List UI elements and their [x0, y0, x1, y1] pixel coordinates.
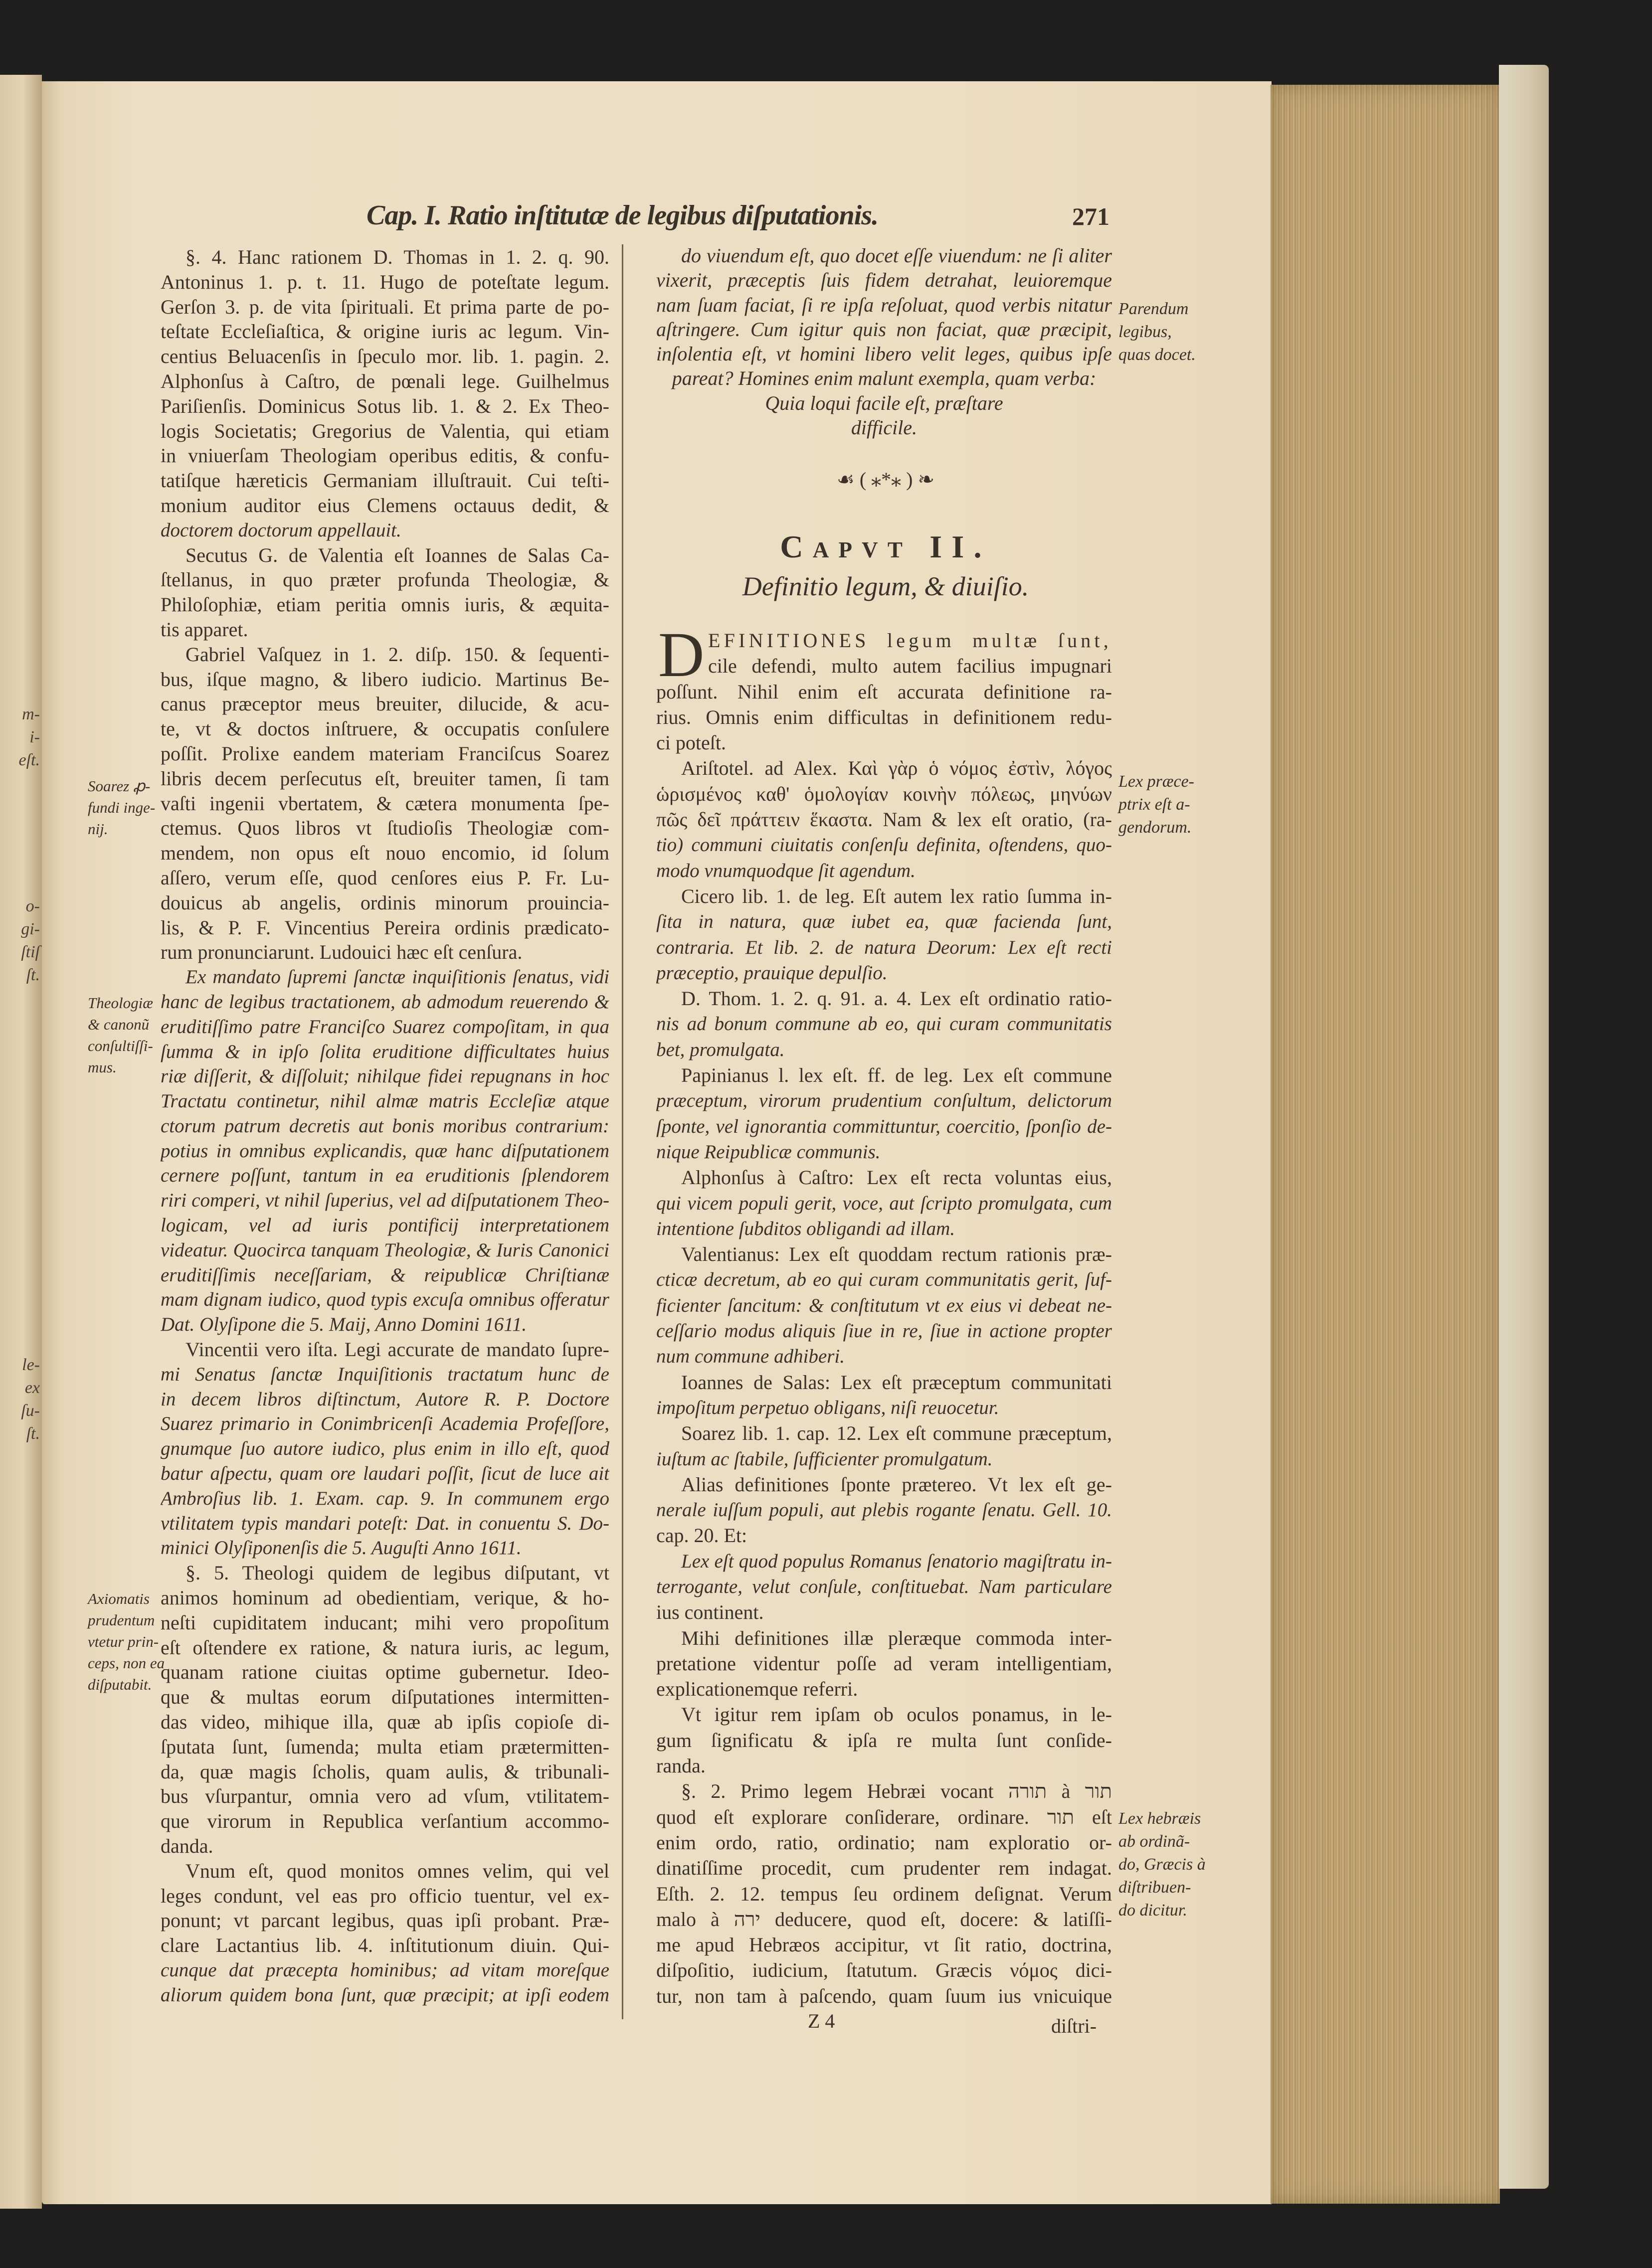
- left-page-fragment: [0, 703, 40, 772]
- text-line: vixerit, præceptis ſuis fidem detrahat, leuioremque: [656, 269, 1112, 292]
- note-line: do, Græcis à: [1118, 1855, 1206, 1874]
- text-line: rius. Omnis enim difficultas in definitionem redu-: [656, 705, 1112, 728]
- note-line: diſtribuen-: [1118, 1878, 1191, 1897]
- right-column-continuation: [656, 243, 1112, 440]
- text-line: poſſit. Prolixe eandem materiam Franciſcus Soarez: [161, 742, 609, 765]
- text-line: Philoſophiæ, etiam peritia omnis iuris, & æquita-: [161, 593, 609, 616]
- paragraph: [656, 1370, 1112, 1421]
- text-line: nique Reipublicæ communis.: [656, 1141, 881, 1163]
- text-line: præceptio, prauique depulſio.: [656, 962, 888, 984]
- text-line: EFINITIONES legum multæ ſunt,: [708, 629, 1112, 652]
- note-line: Soarez ꝓ-: [88, 777, 151, 795]
- text-line: cunque dat præcepta hominibus; ad vitam moreſque: [161, 1959, 609, 1981]
- text-line: ὡρισμένος καθ' ὁμολογίαν κοινὴν πόλεως, μηνύων: [656, 782, 1112, 805]
- fragment-line: gi-: [21, 920, 40, 938]
- text-line: Ex mandato ſupremi ſanctæ inquiſitionis ſenatus, vidi: [185, 966, 609, 988]
- text-line: eruditiſſimo patre Franciſco Suarez compoſitam, in qua: [161, 1016, 609, 1038]
- facing-left-page: [0, 75, 42, 2209]
- right-column-body: [656, 619, 1112, 2009]
- text-line: tur, non tam à paſcendo, quam ſuum ius vnicuique: [656, 1984, 1112, 2007]
- text-line: Soarez lib. 1. cap. 12. Lex eſt commune præceptum,: [681, 1422, 1112, 1445]
- text-line: ſputata ſunt, ſumenda; multa etiam prætermitten-: [161, 1735, 609, 1758]
- note-line: ab ordinã-: [1118, 1832, 1190, 1851]
- running-title: Cap. I. Ratio inſtitutæ de legibus diſputationis.: [367, 200, 879, 231]
- drop-cap: D: [658, 619, 705, 690]
- note-line: Axiomatis: [88, 1590, 150, 1607]
- note-line: gendorum.: [1118, 818, 1192, 837]
- fragment-line: le-: [22, 1356, 40, 1374]
- paragraph: [656, 1165, 1112, 1241]
- text-line: Lex eſt quod populus Romanus ſenatorio magiſtratu in-: [681, 1550, 1112, 1572]
- left-page-fragment: [0, 895, 40, 987]
- text-line: D. Thom. 1. 2. q. 91. a. 4. Lex eſt ordinatio ratio-: [681, 987, 1112, 1010]
- text-line: videatur. Quocirca tanquam Theologiæ, & Iuris Canonici: [161, 1239, 609, 1261]
- text-line: cap. 20. Et:: [656, 1524, 747, 1547]
- text-line: Suarez primario in Conimbricenſi Academia Profeſſore,: [161, 1413, 609, 1435]
- text-line: quod eſt explorare conſiderare, ordinare. תור eſt: [656, 1805, 1112, 1828]
- ornament-icon: ☙ ( ⁎*⁎ ) ❧: [836, 468, 934, 491]
- note-line: quas docet.: [1118, 346, 1196, 364]
- text-line: nerale iuſſum populi, aut plebis rogante ſenatu. Gell. 10.: [656, 1499, 1112, 1521]
- paragraph: [161, 1859, 609, 2008]
- text-line: bus, iſque magno, & libero iudicio. Martinus Be-: [161, 668, 609, 691]
- text-line: vaſti ingenii vbertatem, & cætera monumenta ſpe-: [161, 792, 609, 815]
- text-line: logicam, vel ad iuris pontificij interpretationem: [161, 1215, 609, 1236]
- text-line: que virorum in Republica verſantium accommo-: [161, 1810, 609, 1833]
- text-line: bus vſurpantur, omnia vero ad vſum, vtilitatem-: [161, 1785, 609, 1808]
- text-line: tio) communi ciuitatis conſenſu definita, oſtendens, quo-: [656, 834, 1112, 856]
- text-line: modo vnumquodque ſit agendum.: [656, 860, 916, 881]
- left-column: [161, 245, 609, 2008]
- text-line: ctemus. Quos libros vt ſtudioſis Theologiæ com-: [161, 817, 609, 840]
- text-line: terrogante, velut conſule, conſtituebat. Nam particulare: [656, 1575, 1112, 1597]
- chapter-title: Capvt II.: [780, 529, 991, 564]
- paragraph: [656, 883, 1112, 986]
- text-line: hanc de legibus tractationem, ab admodum reuerendo &: [161, 991, 609, 1013]
- paragraph: [656, 619, 1112, 755]
- text-line: malo à ירה deducere, quod eſt, docere: & latiſſi-: [656, 1908, 1112, 1930]
- text-line: riæ diſſerit, & diſſoluit; nihilque fidei repugnans in hoc: [161, 1065, 609, 1087]
- text-line: in decem libros diſtinctum, Autore R. P. Doctore: [161, 1388, 609, 1410]
- text-line: præceptum, virorum prudentium conſultum, delictorum: [656, 1090, 1112, 1112]
- text-line: ſita in natura, quæ iubet ea, quæ facienda ſunt,: [656, 911, 1112, 933]
- text-line: ficienter ſancitum: & conſtitutum vt ex eius vi debeat ne-: [656, 1294, 1112, 1316]
- text-line: diſpoſitio, iudicium, ſtatutum. Græcis νόμος dici-: [656, 1959, 1112, 1982]
- text-line: mi Senatus ſanctæ Inquiſitionis tractatum hunc de: [161, 1363, 609, 1385]
- left-margin-note: [88, 1588, 163, 1695]
- text-line: doctorem doctorum appellauit.: [161, 519, 401, 541]
- paragraph: [656, 1549, 1112, 1625]
- paragraph: [656, 755, 1112, 883]
- text-line: Alias definitiones ſponte prætereo. Vt lex eſt ge-: [681, 1473, 1112, 1496]
- text-line: Secutus G. de Valentia eſt Ioannes de Salas Ca-: [185, 543, 609, 566]
- text-line: ceſſario modus aliquis ſiue in re, ſiue in actione propter: [656, 1320, 1112, 1342]
- text-line: leges condunt, vel eas pro officio tuentur, vel ex-: [161, 1884, 609, 1907]
- note-line: Lex hebræis: [1118, 1809, 1201, 1828]
- paragraph: [656, 1062, 1112, 1165]
- text-line: Tractatu continetur, nihil almæ matris Eccleſiæ atque: [161, 1090, 609, 1112]
- text-line: batur aſpectu, quam ore laudari poſſit, ſicut de luce ait: [161, 1463, 609, 1485]
- text-line: monium auditor eius Clemens octauus dedit, &: [161, 494, 609, 517]
- text-line: eruditiſſimis neceſſariam, & reipublicæ Chriſtianæ: [161, 1264, 609, 1286]
- catchword: diſtri-: [1051, 2015, 1097, 2037]
- paragraph: [656, 1702, 1112, 1778]
- note-line: Parendum: [1118, 300, 1189, 318]
- paragraph: [161, 543, 609, 642]
- text-line: mendem, non opus eſt nouo encomio, id ſolum: [161, 842, 609, 865]
- text-line: riri comperi, vt nihil ſuperius, vel ad diſputationem Theo-: [161, 1190, 609, 1212]
- text-line: cticæ decretum, ab eo qui curam communitatis gerit, ſuf-: [656, 1269, 1112, 1291]
- text-line: ſtellanus, in quo præter profunda Theologiæ, &: [161, 568, 609, 591]
- text-line: Ioannes de Salas: Lex eſt præceptum communitati: [681, 1371, 1112, 1394]
- text-line: Antoninus 1. p. t. 11. Hugo de poteſtate legum.: [161, 270, 609, 293]
- text-line: potius in omnibus explicandis, quæ hanc diſputationem: [161, 1140, 609, 1162]
- text-line: impoſitum perpetuo obligans, niſi reuocetur.: [656, 1396, 999, 1418]
- text-line: douicus ab angelis, ordinis minorum prouincia-: [161, 891, 609, 914]
- note-line: mus.: [88, 1058, 117, 1076]
- paragraph: [656, 1420, 1112, 1472]
- left-page-fragment: [0, 1354, 40, 1445]
- text-line: Gerſon 3. p. de vita ſpirituali. Et prima parte de po-: [161, 295, 609, 318]
- text-line: libris decem perſecutus eſt, breuiter tamen, ſi tam: [161, 767, 609, 790]
- note-line: Lex præce-: [1118, 772, 1195, 791]
- text-line: Dat. Olyſipone die 5. Maij, Anno Domini 1611.: [161, 1314, 527, 1336]
- text-line: poſſunt. Nihil enim eſt accurata definitione ra-: [656, 680, 1112, 703]
- fragment-line: o-: [25, 897, 40, 915]
- paragraph: [656, 1625, 1112, 1702]
- text-line: aliorum quidem bona ſunt, quæ præcipit; at ipſi eodem: [161, 1984, 609, 2006]
- paragraph: [656, 986, 1112, 1062]
- paragraph: [656, 1241, 1112, 1369]
- text-line: Pariſienſis. Dominicus Sotus lib. 1. & 2. Ex Theo-: [161, 394, 609, 417]
- text-line: rum pronunciarunt. Ludouici hæc eſt cenſura.: [161, 941, 523, 964]
- page-number: 271: [1072, 202, 1109, 230]
- text-line: dinatiſſime procedit, cum prudenter rem indagat.: [656, 1857, 1112, 1880]
- note-line: & canonũ: [88, 1016, 150, 1033]
- text-line: §. 4. Hanc rationem D. Thomas in 1. 2. q. 90.: [185, 246, 609, 268]
- text-line: cernere poſſunt, tantum in ea eruditionis ſplendorem: [161, 1165, 609, 1187]
- vellum-cover-edge: [1499, 65, 1549, 2189]
- text-line: do viuendum eſt, quo docet eſſe viuendum: ne ſi aliter: [681, 244, 1112, 267]
- fragment-line: ſu-: [21, 1401, 40, 1420]
- text-line: §. 2. Primo legem Hebræi vocant תורה à תור: [681, 1780, 1112, 1803]
- right-margin-note: [1118, 1807, 1263, 1922]
- text-line: ſponte, vel ignorantia committuntur, coercitio, ſponſio de-: [656, 1115, 1112, 1137]
- text-line: intentione ſubditos obligandi ad illam.: [656, 1218, 955, 1239]
- text-line: me apud Hebræos accipitur, vt ſit ratio, doctrina,: [656, 1933, 1112, 1956]
- note-line: Theologiæ: [88, 994, 153, 1012]
- text-line: qui vicem populi gerit, voce, aut ſcripto promulgata, cum: [656, 1192, 1112, 1214]
- text-line: contraria. Et lib. 2. de natura Deorum: Lex eſt recti: [656, 936, 1112, 958]
- text-line: da, quæ magis ſcholis, quam aulis, & tribunali-: [161, 1760, 609, 1783]
- text-line: danda.: [161, 1835, 213, 1857]
- left-margin-note: [88, 775, 163, 840]
- paragraph: [161, 1561, 609, 1859]
- text-line: in vniuerſam Theologiam operibus editis, & confu-: [161, 444, 609, 467]
- text-line: vtilitatem typis mandari poteſt: Dat. in conuentu S. Do-: [161, 1512, 609, 1534]
- paragraph: [656, 1778, 1112, 2009]
- text-line: cile defendi, multo autem facilius impugnari: [708, 655, 1112, 678]
- text-line: enim ordo, ratio, ordinatio; nam exploratio or-: [656, 1831, 1112, 1854]
- text-line: logis Societatis; Gregorius de Valentia, qui etiam: [161, 419, 609, 442]
- text-line: ſumma & in ipſo ſolita eruditione difficultates huius: [161, 1041, 609, 1062]
- text-line: difficile.: [851, 416, 918, 439]
- text-line: nis ad bonum commune ab eo, qui curam communitatis: [656, 1013, 1112, 1035]
- text-line: Gabriel Vaſquez in 1. 2. diſp. 150. & ſequenti-: [185, 643, 609, 666]
- text-line: pretatione videntur poſſe ad veram intelligentiam,: [656, 1652, 1112, 1675]
- text-line: clare Lactantius lib. 4. inſtitutionum diuin. Qui-: [161, 1934, 609, 1957]
- text-line: ctorum patrum decretis aut bonis moribus contrarium:: [161, 1115, 609, 1137]
- note-line: nij.: [88, 820, 108, 838]
- text-line: ponunt; vt parcant legibus, quas ipſi probant. Præ-: [161, 1909, 609, 1932]
- text-line: Papinianus l. lex eſt. ff. de leg. Lex eſt commune: [681, 1064, 1112, 1087]
- text-line: Ambroſius lib. 1. Exam. cap. 9. In communem ergo: [161, 1487, 609, 1509]
- paragraph: [161, 965, 609, 1337]
- text-line: bet, promulgata.: [656, 1039, 785, 1060]
- text-line: πῶς δεῖ πράττειν ἕκαστα. Nam & lex eſt oratio, (ra-: [656, 808, 1112, 831]
- note-line: diſputabit.: [88, 1676, 152, 1693]
- text-line: tis apparet.: [161, 618, 248, 641]
- text-line: gum ſignificatu & ipſa re multa ſunt conſide-: [656, 1729, 1112, 1751]
- text-line: eſt oſtendere ex ratione, & natura iuris, ac legum,: [161, 1636, 609, 1659]
- text-line: mam dignam iudico, quod typis excuſa omnibus offeratur: [161, 1289, 609, 1311]
- note-line: do dicitur.: [1118, 1901, 1187, 1919]
- fragment-line: i-: [29, 728, 40, 746]
- text-line: randa.: [656, 1754, 706, 1777]
- note-line: conſultiſſi-: [88, 1037, 153, 1054]
- text-line: pareat? Homines enim malunt exempla, quam verba:: [672, 367, 1097, 390]
- text-line: Alphonſus à Caſtro, de pœnali lege. Guilhelmus: [161, 369, 609, 392]
- text-line: centius Beluacenſis in ſpeculo mor. lib. 1. pagin. 2.: [161, 345, 609, 368]
- note-line: prudentum: [88, 1611, 155, 1629]
- text-line: explicationemque referri.: [656, 1678, 858, 1701]
- text-line: neſti cupiditatem inducant; mihi vero propoſitum: [161, 1611, 609, 1634]
- text-line: quanam ratione ciuitas optime gubernetur. Ideo-: [161, 1661, 609, 1684]
- text-line: iuſtum ac ſtabile, ſufficienter promulgatum.: [656, 1448, 993, 1470]
- note-line: fundi inge-: [88, 799, 156, 816]
- text-line: inſolentia eſt, vt homini libero velit leges, quibus ipſe: [656, 343, 1112, 365]
- text-line: Alphonſus à Caſtro: Lex eſt recta voluntas eius,: [681, 1166, 1112, 1189]
- text-line: canus præceptor meus breuiter, dilucide, & acu-: [161, 693, 609, 715]
- fragment-line: eſt.: [18, 751, 40, 769]
- text-line: aſſero, verum eſſe, quod cenſores eius P. Fr. Lu-: [161, 866, 609, 889]
- signature-mark: Z 4: [808, 2010, 835, 2032]
- text-line: teſtate Eccleſiaſtica, & origine iuris ac legum. Vin-: [161, 320, 609, 343]
- fragment-line: ſt.: [26, 966, 40, 984]
- closing-quotation: [656, 366, 1112, 440]
- text-line: lis, & P. F. Vincentius Pereira ordinis prædicato-: [161, 916, 609, 939]
- paragraph: [656, 1472, 1112, 1549]
- fragment-line: m-: [22, 705, 40, 723]
- column-rule: [622, 244, 623, 2019]
- text-line: das video, mihique illa, quæ ab ipſis copioſe di-: [161, 1711, 609, 1734]
- note-line: legibus,: [1118, 323, 1172, 341]
- text-line: minici Olyſiponenſis die 5. Auguſti Anno 1611.: [161, 1537, 522, 1559]
- chapter-subtitle: Definitio legum, & diuiſio.: [742, 571, 1029, 601]
- note-line: ptrix eſt a-: [1118, 795, 1190, 814]
- text-line: num commune adhiberi.: [656, 1346, 845, 1368]
- text-line: tatiſque hæreticis Germaniam illuſtrauit. Cui teſti-: [161, 469, 609, 492]
- left-margin-note: [88, 992, 163, 1078]
- text-line: Vincentii vero iſta. Legi accurate de mandato ſupre-: [185, 1338, 609, 1361]
- text-line: Vt igitur rem ipſam ob oculos ponamus, in le-: [681, 1703, 1112, 1726]
- text-line: Eſth. 2. 12. tempus ſeu ordinem deſignat. Verum: [656, 1882, 1112, 1905]
- note-line: vtetur prin-: [88, 1633, 159, 1650]
- paragraph: [161, 245, 609, 543]
- fragment-line: ſt.: [26, 1424, 40, 1443]
- text-line: te, vt & doctos inſtruere, & occupatis conſulere: [161, 717, 609, 740]
- text-line: Cicero lib. 1. de leg. Eſt autem lex ratio ſumma in-: [681, 884, 1112, 907]
- text-line: ius continent.: [656, 1601, 764, 1624]
- text-line: gnumque ſuo autore iudico, plus enim in illo eſt, quod: [161, 1438, 609, 1460]
- fragment-line: ſtiſ: [21, 943, 40, 961]
- note-line: ceps, non ea: [88, 1654, 165, 1672]
- page-block-fore-edge: [1271, 85, 1500, 2204]
- text-line: Valentianus: Lex eſt quoddam rectum rationis præ-: [681, 1243, 1112, 1266]
- continued-paragraph: [656, 243, 1112, 366]
- text-line: §. 5. Theologi quidem de legibus diſputant, vt: [185, 1562, 609, 1584]
- paragraph: [161, 1337, 609, 1561]
- text-line: Quia loqui facile eſt, præſtare: [765, 391, 1003, 414]
- right-margin-note: [1118, 298, 1263, 366]
- text-line: Vnum eſt, quod monitos omnes velim, qui vel: [185, 1859, 609, 1882]
- text-line: animos hominum ad obedientiam, verique, & ho-: [161, 1586, 609, 1609]
- fragment-line: ex: [24, 1379, 40, 1397]
- text-line: Mihi definitiones illæ pleræque commoda inter-: [681, 1626, 1112, 1649]
- text-line: que & multas eorum diſputationes intermitten-: [161, 1686, 609, 1709]
- text-line: ci poteſt.: [656, 731, 726, 754]
- paragraph: [161, 642, 609, 965]
- text-line: nam ſuam faciat, ſi re ipſa reſoluat, quod verbis nitatur: [656, 293, 1112, 316]
- text-line: aſtringere. Cum igitur quis non faciat, quæ præcipit,: [656, 318, 1112, 341]
- text-line: Ariſtotel. ad Alex. Καὶ γὰρ ὁ νόμος ἐστὶν, λόγος: [681, 757, 1112, 780]
- right-margin-note: [1118, 770, 1263, 839]
